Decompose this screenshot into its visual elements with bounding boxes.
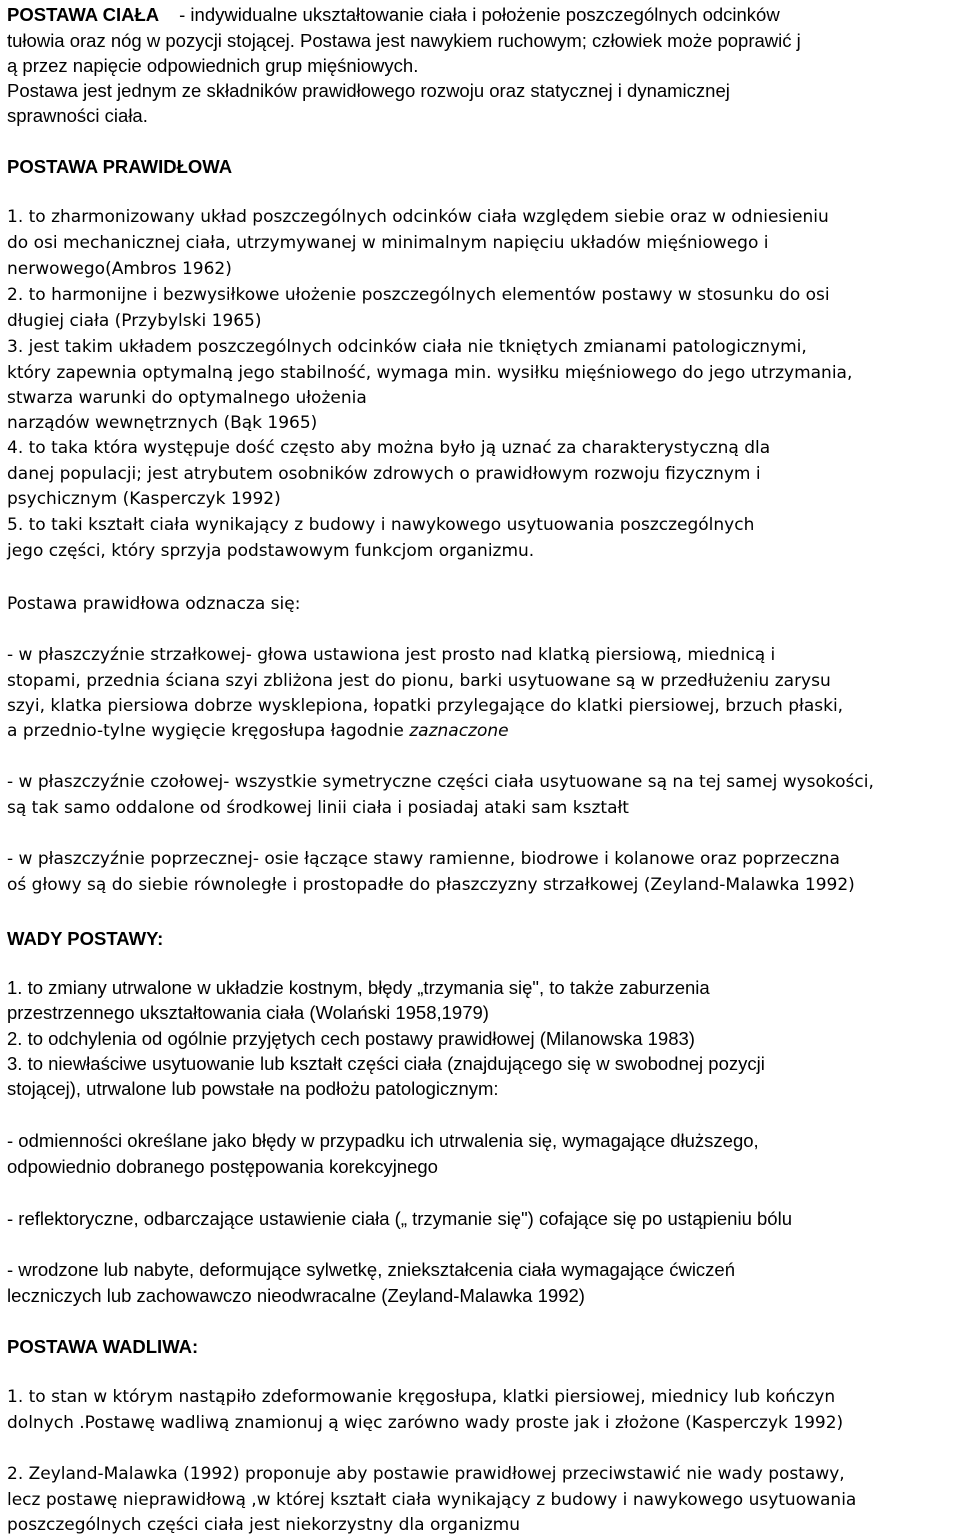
wady-line: 3. to niewłaściwe usytuowanie lub kształt części ciała (znajdującego się w swobodnej pozycji (7, 1053, 765, 1074)
definition-line: 5. to taki kształt ciała wynikający z budowy i nawykowego usytuowania poszczególnych (7, 515, 755, 535)
definition-line: który zapewnia optymalną jego stabilność, wymaga min. wysiłku mięśniowego do jego utrzymania, (7, 363, 853, 383)
definition-line: długiej ciała (Przybylski 1965) (7, 311, 262, 331)
plane-transverse-line: - w płaszczyźnie poprzecznej- osie łączące stawy ramienne, biodrowe i kolanowe oraz poprzeczna (7, 849, 840, 869)
section-heading-postawa-prawidlowa: POSTAWA PRAWIDŁOWA (7, 156, 233, 177)
section-heading-postawa-wadliwa: POSTAWA WADLIWA: (7, 1336, 199, 1357)
intro-line-4: Postawa jest jednym ze składników prawidłowego rozwoju oraz statycznej i dynamicznej (7, 80, 730, 101)
intro-line-3: ą przez napięcie odpowiednich grup mięśniowych. (7, 55, 419, 76)
wrodzone-line: - wrodzone lub nabyte, deformujące sylwetkę, zniekształcenia ciała wymagające ćwiczeń (7, 1259, 736, 1280)
wadliwa-line: 1. to stan w którym nastąpiło zdeformowanie kręgosłupa, klatki piersiowej, miednicy lub kończyn (7, 1387, 836, 1407)
definition-line: 4. to taka która występuje dość często aby można było ją uznać za charakterystyczną dla (7, 438, 771, 458)
definition-line: narządów wewnętrznych (Bąk 1965) (7, 413, 318, 433)
definition-line: psychicznym (Kasperczyk 1992) (7, 489, 281, 509)
intro-line-1 (7, 4, 780, 26)
wady-line: 1. to zmiany utrwalone w układzie kostnym, błędy „trzymania się", to także zaburzenia (7, 977, 710, 998)
sagittal-italic-word: zaznaczone (409, 721, 509, 741)
wady-line: 2. to odchylenia od ogólnie przyjętych cech postawy prawidłowej (Milanowska 1983) (7, 1028, 695, 1049)
plane-transverse-line: oś głowy są do siebie równoległe i prostopadłe do płaszczyzny strzałkowej (Zeyland-Malawka 1992) (7, 875, 855, 895)
wadliwa-item2-line: lecz postawę nieprawidłową ,w której kształt ciała wynikający z budowy i nawykowego usytuowania (7, 1490, 857, 1510)
plane-sagittal-line: - w płaszczyźnie strzałkowej- głowa ustawiona jest prosto nad klatką piersiową, miednicą i (7, 645, 776, 665)
intro-text: - indywidualne ukształtowanie ciała i położenie poszczególnych odcinków (179, 4, 780, 25)
plane-frontal-line: są tak samo oddalone od środkowej linii ciała i posiadaj ataki sam kształt (7, 798, 629, 818)
plane-sagittal-line: stopami, przednia ściana szyi zbliżona jest do pionu, barki usytuowane są w przedłużeniu zarysu (7, 671, 831, 691)
plane-frontal-line: - w płaszczyźnie czołowej- wszystkie symetryczne części ciała usytuowane są na tej samej wysokości, (7, 772, 874, 792)
reflektoryczne-line: - reflektoryczne, odbarczające ustawienie ciała („ trzymanie się") cofające się po ustąpieniu bólu (7, 1208, 792, 1229)
odznacza-intro: Postawa prawidłowa odznacza się: (7, 594, 301, 614)
sagittal-last-text: a przednio-tylne wygięcie kręgosłupa łagodnie (7, 721, 410, 741)
wady-line: przestrzennego ukształtowania ciała (Wolański 1958,1979) (7, 1002, 489, 1023)
wady-line: stojącej), utrwalone lub powstałe na podłożu patologicznym: (7, 1078, 499, 1099)
wadliwa-item2-line: poszczególnych części ciała jest niekorzystny dla organizmu (7, 1515, 521, 1535)
definition-line: 1. to zharmonizowany układ poszczególnych odcinków ciała względem siebie oraz w odniesieniu (7, 207, 829, 227)
wrodzone-line: leczniczych lub zachowawczo nieodwracalne (Zeyland-Malawka 1992) (7, 1285, 585, 1306)
plane-sagittal-line: szyi, klatka piersiowa dobrze wysklepiona, łopatki przylegające do klatki piersiowej, brzuch płaski, (7, 696, 844, 716)
definition-line: do osi mechanicznej ciała, utrzymywanej w minimalnym napięciu układów mięśniowego i (7, 233, 769, 253)
definition-line: jego części, który sprzyja podstawowym funkcjom organizmu. (7, 541, 535, 561)
definition-line: 3. jest takim układem poszczególnych odcinków ciała nie tkniętych zmianami patologicznymi, (7, 337, 807, 357)
section-heading-wady-postawy: WADY POSTAWY: (7, 928, 164, 949)
plane-sagittal-line (7, 721, 509, 741)
intro-line-5: sprawności ciała. (7, 105, 148, 126)
odmiennosci-line: odpowiednio dobranego postępowania korekcyjnego (7, 1156, 438, 1177)
wadliwa-item2-line: 2. Zeyland-Malawka (1992) proponuje aby postawie prawidłowej przeciwstawić nie wady postawy, (7, 1464, 845, 1484)
definition-line: stwarza warunki do optymalnego ułożenia (7, 388, 367, 408)
definition-line: nerwowego(Ambros 1962) (7, 259, 232, 279)
odmiennosci-line: - odmienności określane jako błędy w przypadku ich utrwalenia się, wymagające dłuższego, (7, 1130, 759, 1151)
definition-line: 2. to harmonijne i bezwysiłkowe ułożenie poszczególnych elementów postawy w stosunku do osi (7, 285, 830, 305)
definition-line: danej populacji; jest atrybutem osobników zdrowych o prawidłowym rozwoju fizycznym i (7, 464, 761, 484)
intro-line-2: tułowia oraz nóg w pozycji stojącej. Postawa jest nawykiem ruchowym; człowiek może poprawić j (7, 30, 801, 51)
term-title: POSTAWA CIAŁA (7, 4, 160, 25)
wadliwa-line: dolnych .Postawę wadliwą znamionuj ą więc zarówno wady proste jak i złożone (Kasperczyk 1992) (7, 1413, 844, 1433)
